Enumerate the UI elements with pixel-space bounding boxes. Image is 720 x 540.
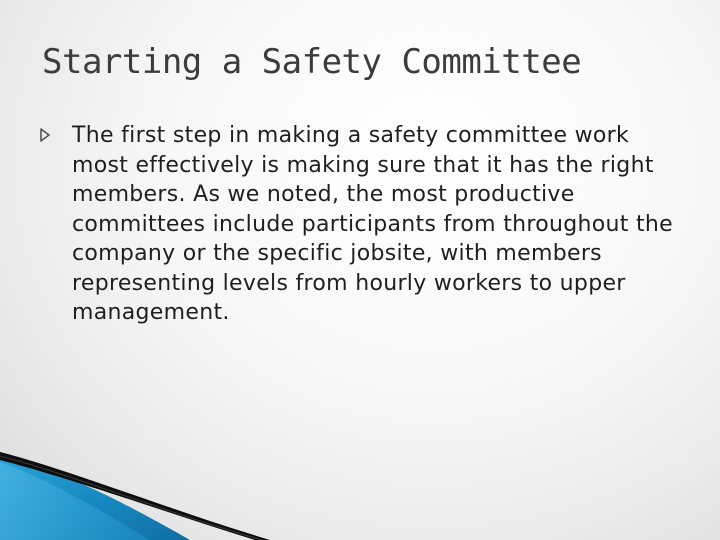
triangle-right-icon xyxy=(40,128,50,142)
corner-decoration xyxy=(0,440,300,540)
slide-title: Starting a Safety Committee xyxy=(42,42,582,82)
bullet-text: The first step in making a safety committee work most effectively is making sure that it has the right members. As we noted, the most productive committees include participants from throughout the company or the specific jobsite, with members representing levels from hourly workers to upper management. xyxy=(72,123,673,325)
